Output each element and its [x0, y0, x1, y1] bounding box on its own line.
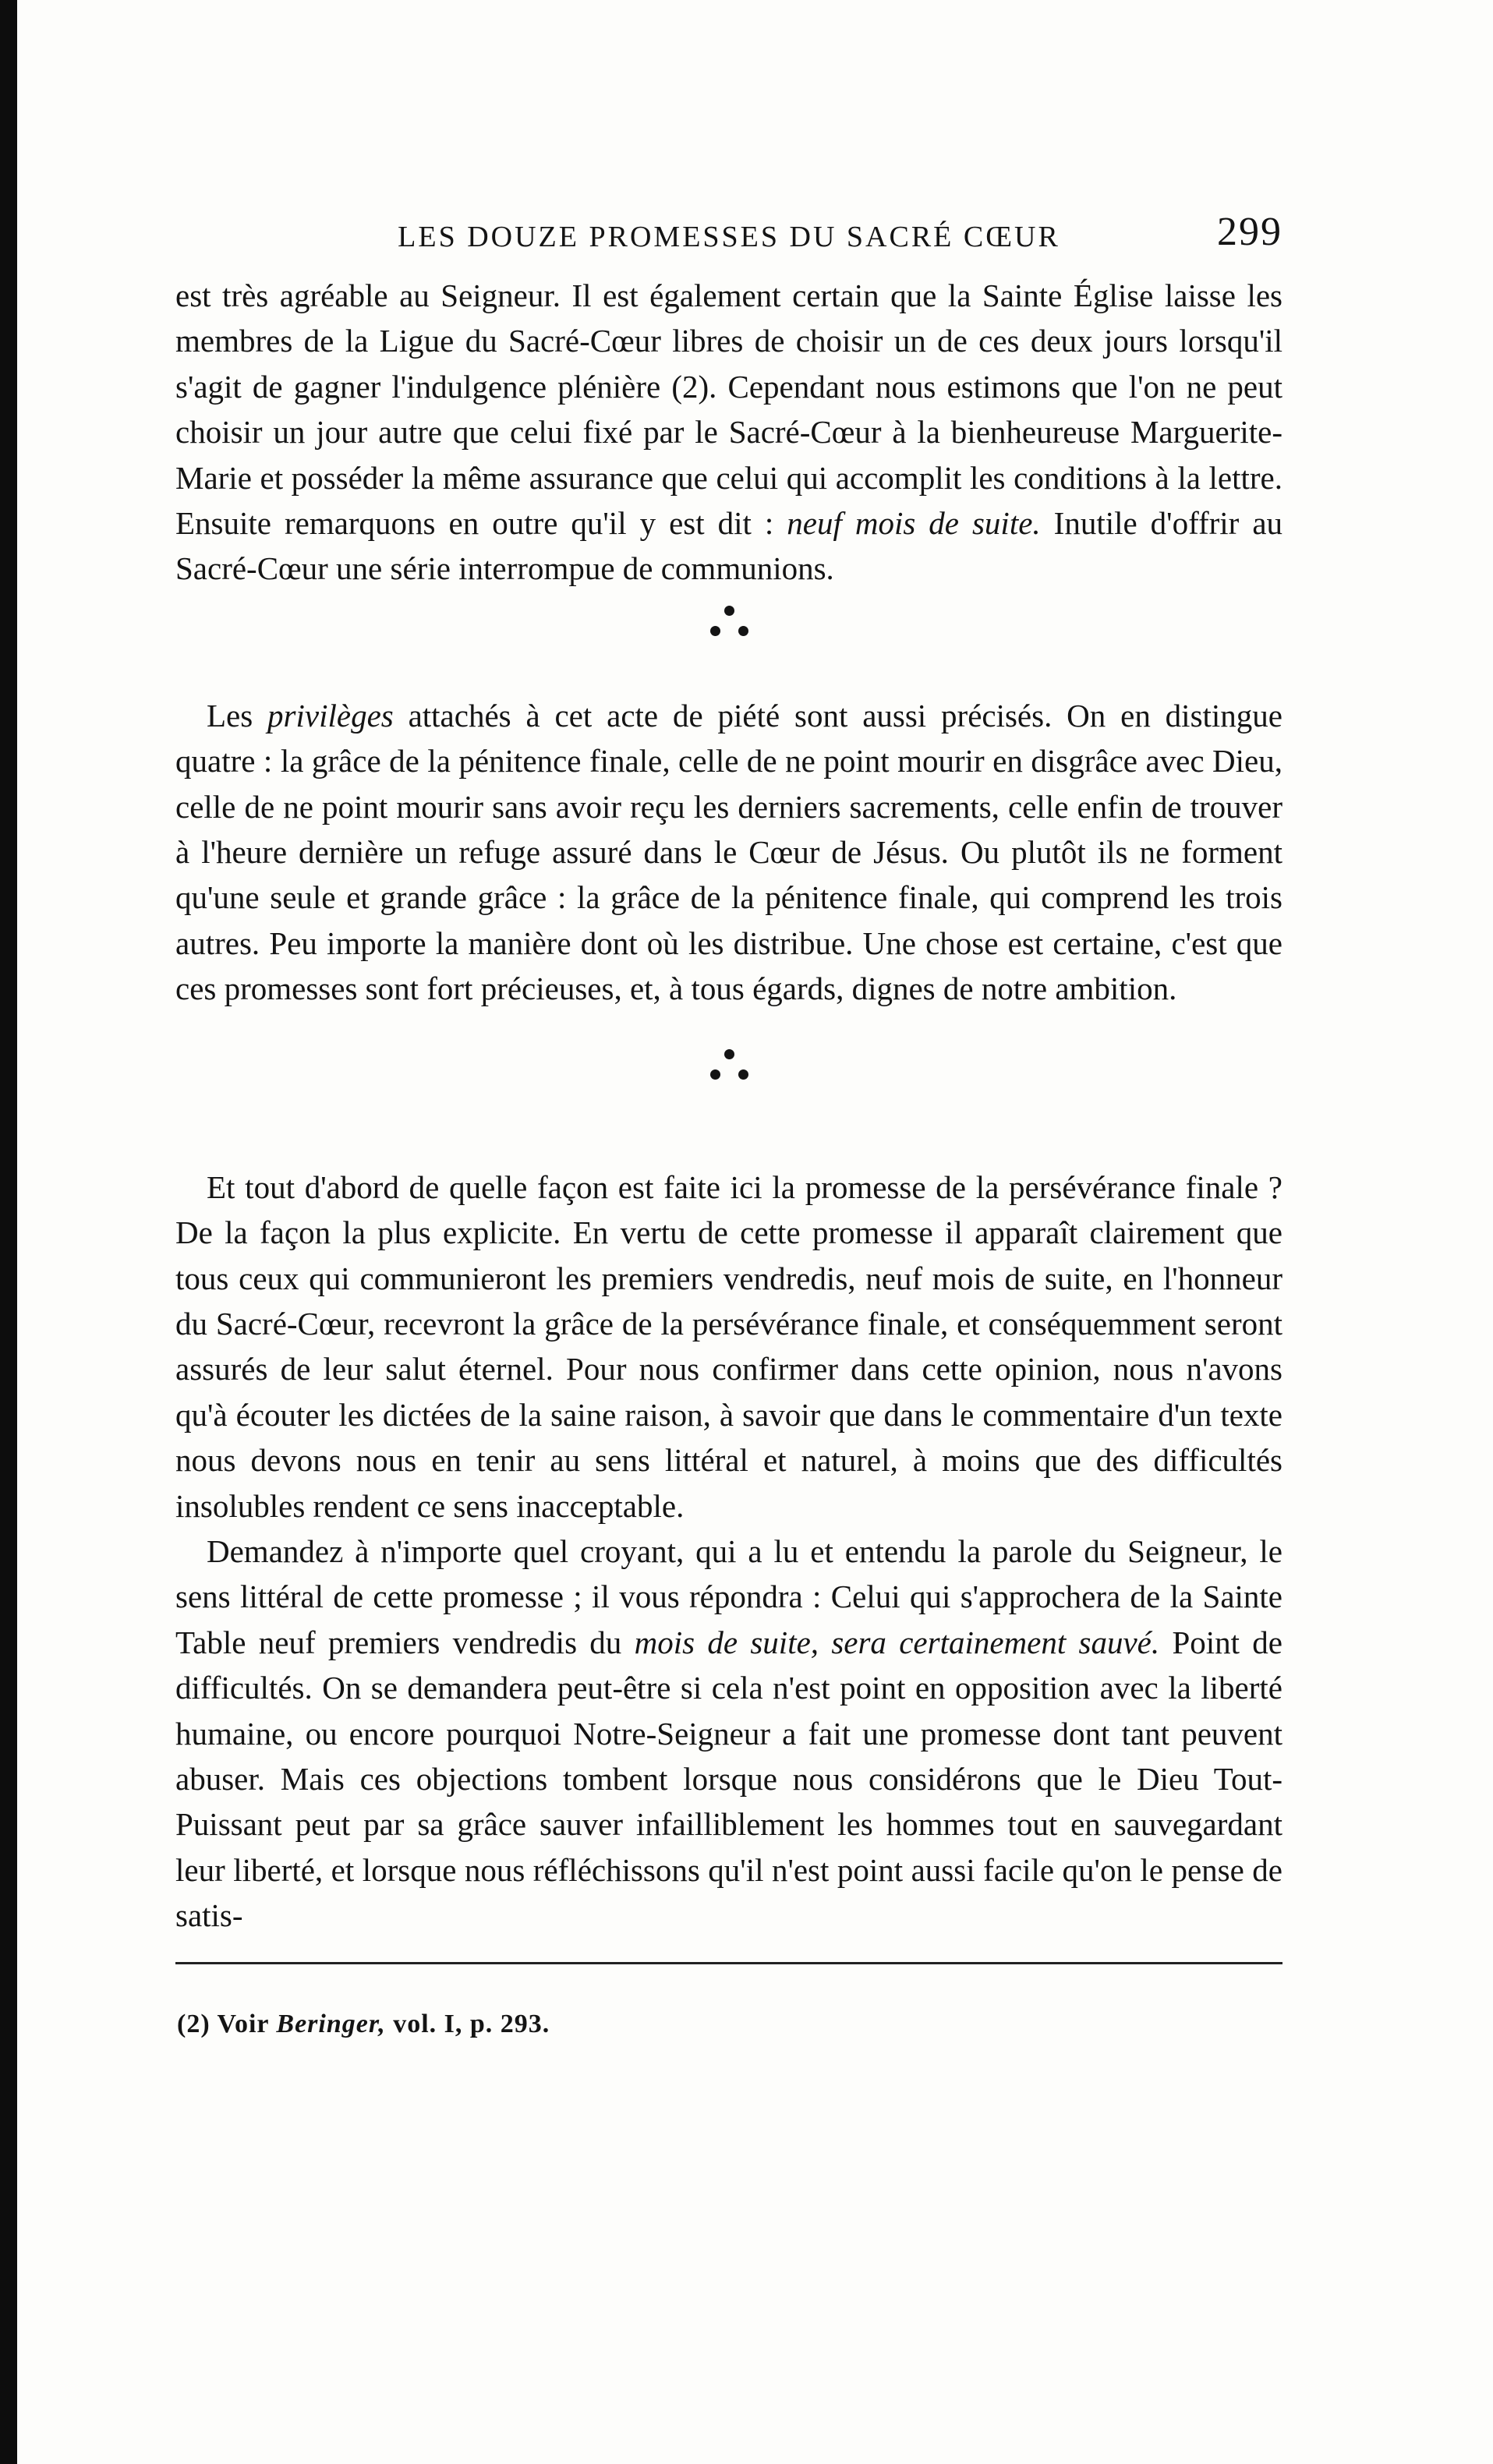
paragraph [175, 1165, 1282, 1529]
asterism-dot [724, 606, 734, 616]
book-page [175, 203, 1282, 2039]
emphasis: privilèges [267, 697, 394, 734]
asterism-dot [738, 1069, 748, 1080]
asterism-dot [738, 626, 748, 636]
asterism-dot [710, 626, 720, 636]
footnote-author: Beringer, [276, 2009, 386, 2038]
asterism-divider [175, 592, 1282, 682]
asterism-dot [724, 1049, 734, 1059]
footnote-prefix: Voir [217, 2009, 269, 2038]
page-number: 299 [1217, 210, 1282, 254]
body-text [175, 273, 1282, 1939]
footnote-reference: vol. I, p. 293. [393, 2009, 550, 2038]
paragraph-text: Point de difficultés. On se demandera peut-être si cela n'est point en opposition avec la liberté humaine, ou encore pourquoi Notre-Seigneur a fait une promesse dont tant peuvent abuser. Mais ces objections tombent lorsque nous considérons que le Dieu Tout-Puissant peut par sa grâce sauver infailliblement les hommes tout en sauvegardant leur liberté, et lorsque nous réfléchissons qu'il n'est point aussi facile qu'on le pense de satis- [175, 1624, 1283, 1934]
paragraph [175, 693, 1282, 1012]
emphasis: mois de suite, sera certainement sauvé. [634, 1624, 1160, 1660]
paragraph-text: Inutile d'offrir au Sacré-Cœur une série interrompue de communions. [175, 505, 1283, 587]
paragraph-text: Demandez à n'importe quel croyant, qui a lu et entendu la parole du Seigneur, le sens littéral de cette promesse ; il vous répondra : Celui qui s'approchera de la Sainte Table neuf premiers vendredis du [175, 1532, 1282, 1660]
asterism-divider [175, 1012, 1282, 1144]
binding-edge [0, 0, 17, 2464]
paragraph-text: Les [207, 697, 253, 734]
paragraph [175, 273, 1282, 592]
running-head [175, 203, 1282, 273]
asterism-dot [710, 1069, 720, 1080]
paragraph-text: attachés à cet acte de piété sont aussi précisés. On en distingue quatre : la grâce de la pénitence finale, celle de ne point mourir en disgrâce avec Dieu, celle de ne point mourir sans avoir reçu les derniers sacrements, celle enfin de trouver à l'heure dernière un refuge assuré dans le Cœur de Jésus. Ou plutôt ils ne forment qu'une seule et grande grâce : la grâce de la pénitence finale, qui comprend les trois autres. Peu importe la manière dont où les distribue. Une chose est certaine, c'est que ces promesses sont fort précieuses, et, à tous égards, dignes de notre ambition. [175, 697, 1282, 1007]
running-title: LES DOUZE PROMESSES DU SACRÉ CŒUR [398, 221, 1060, 253]
footnote [177, 2010, 1282, 2039]
paragraph-text: est très agréable au Seigneur. Il est également certain que la Sainte Église laisse les membres de la Ligue du Sacré-Cœur libres de choisir un de ces deux jours lorsqu'il s'agit de gagner l'indulgence plénière (2). Cependant nous estimons que l'on ne peut choisir un jour autre que celui fixé par le Sacré-Cœur à la bienheureuse Marguerite-Marie et posséder la même assurance que celui qui accomplit les conditions à la lettre. Ensuite remarquons en outre qu'il y est dit : [175, 278, 1282, 542]
footnote-rule [175, 1962, 1282, 1964]
emphasis: neuf mois de suite. [787, 505, 1041, 542]
paragraph [175, 1529, 1282, 1939]
paragraph-text: Et tout d'abord de quelle façon est faite ici la promesse de la persévérance finale ? De la façon la plus explicite. En vertu de cette promesse il apparaît clairement que tous ceux qui communieront les premiers vendredis, neuf mois de suite, en l'honneur du Sacré-Cœur, recevront la grâce de la persévérance finale, et conséquemment seront assurés de leur salut éternel. Pour nous confirmer dans cette opinion, nous n'avons qu'à écouter les dictées de la saine raison, à savoir que dans le commentaire d'un texte nous devons nous en tenir au sens littéral et naturel, à moins que des difficultés insolubles rendent ce sens inacceptable. [175, 1168, 1282, 1524]
footnote-marker: (2) [177, 2009, 211, 2038]
